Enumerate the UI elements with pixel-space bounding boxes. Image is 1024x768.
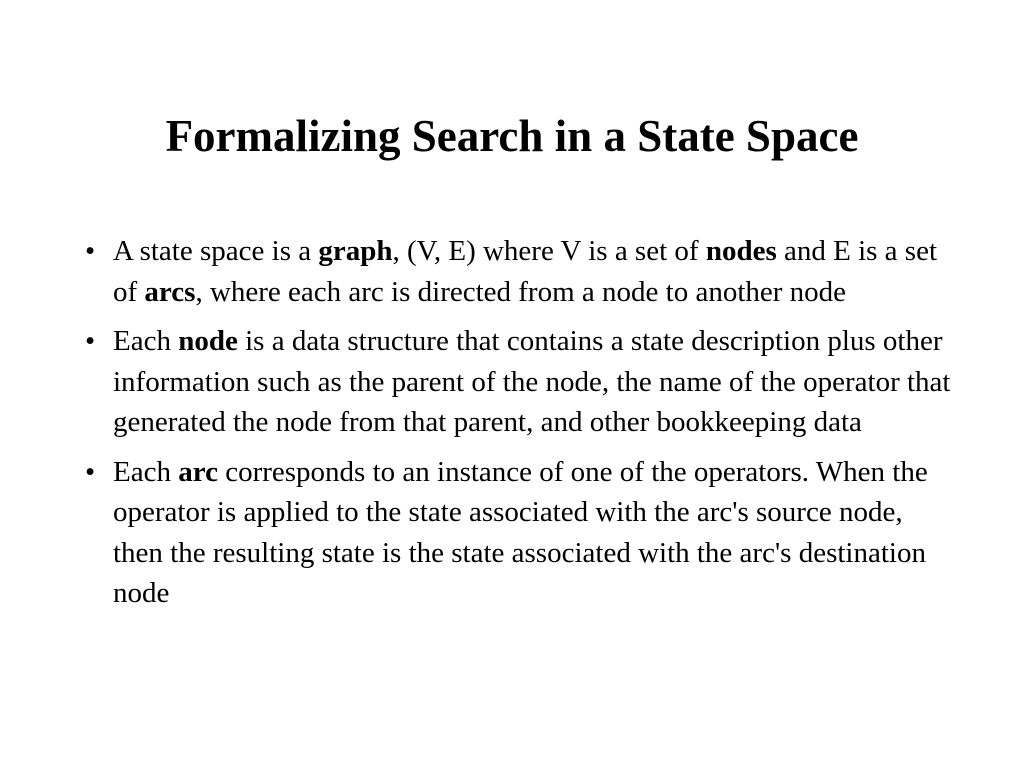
bullet-text: and E is a set of: [113, 235, 937, 308]
bullet-text: , where each arc is directed from a node to another node: [195, 275, 847, 308]
bullet-icon: •: [85, 325, 96, 357]
bullet-item-node: [82, 321, 952, 443]
bullet-list: [82, 231, 952, 623]
keyword-graph: graph: [318, 235, 393, 267]
bullet-item-state-space: [82, 231, 952, 312]
bullet-icon: •: [85, 455, 96, 488]
keyword-arcs: arcs: [144, 275, 196, 308]
bullet-item-arc: [82, 452, 952, 614]
keyword-node: node: [178, 325, 238, 357]
bullet-text: , (V, E) where V is a set of: [392, 235, 706, 267]
slide-title: Formalizing Search in a State Space: [165, 111, 859, 161]
bullet-text: corresponds to an instance of one of the operators. When the operator is applied to the state associated with the arc's source node, then the resulting state is the state associated with the arc's destination node: [113, 455, 928, 609]
keyword-nodes: nodes: [705, 235, 777, 267]
bullet-text: Each: [113, 325, 179, 357]
bullet-text: A state space is a: [113, 235, 319, 267]
keyword-arc: arc: [178, 455, 218, 488]
bullet-text: Each: [113, 455, 179, 488]
bullet-icon: •: [85, 235, 96, 267]
bullet-text: is a data structure that contains a state description plus other information such as the parent of the node, the name of the operator that generated the node from that parent, and other bookkeeping data: [113, 325, 951, 438]
